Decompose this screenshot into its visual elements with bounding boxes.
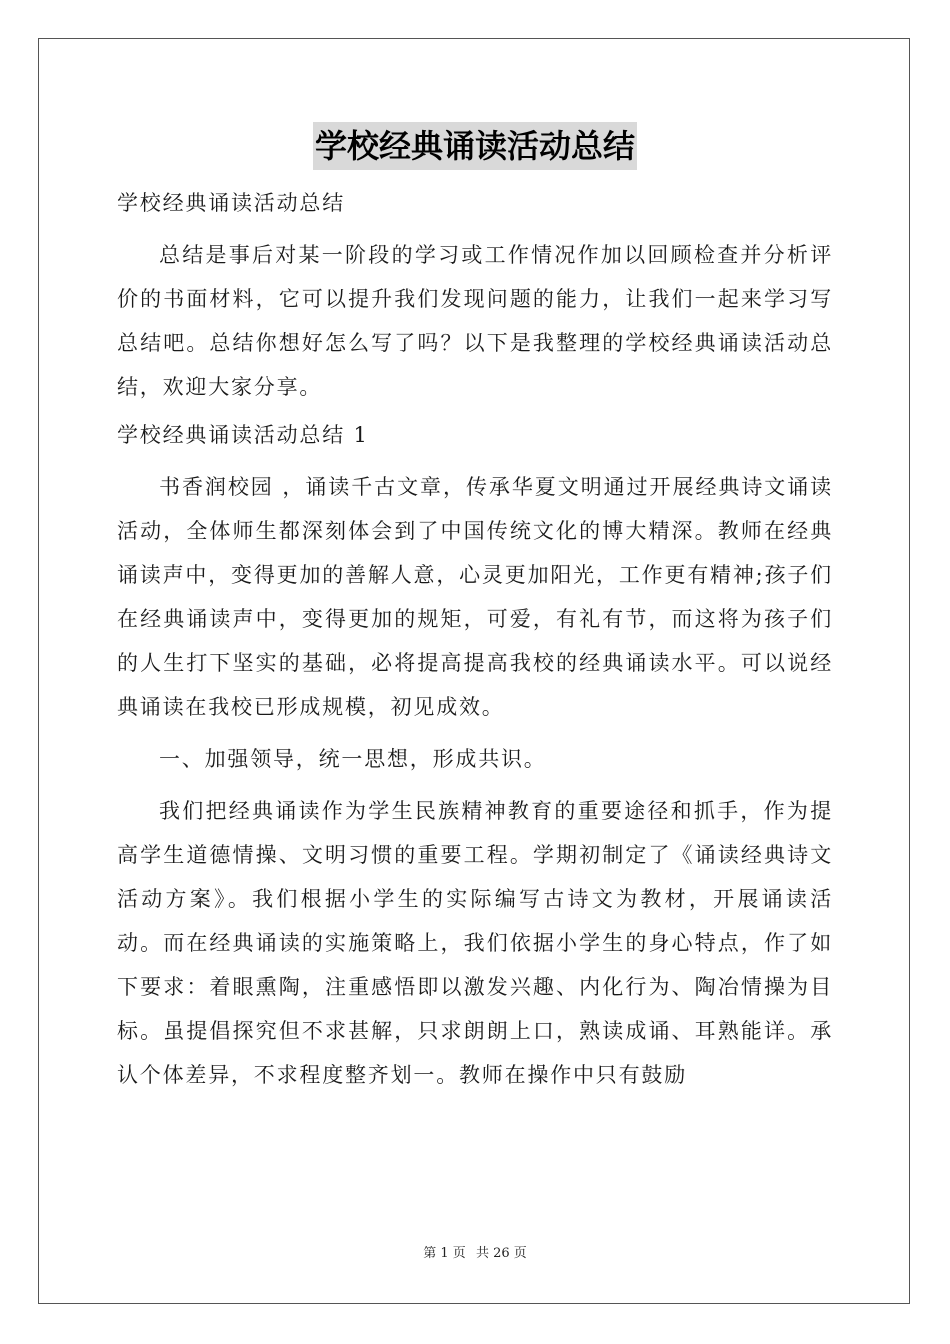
body-paragraph: 我们把经典诵读作为学生民族精神教育的重要途径和抓手，作为提高学生道德情操、文明习惯的重要工程。学期初制定了《诵读经典诗文活动方案》。我们根据小学生的实际编写古诗文为教材，开展诵读活动。而在经典诵读的实施策略上，我们依据小学生的身心特点，作了如下要求：着眼熏陶，注重感悟即以激发兴趣、内化行为、陶冶情操为目标。虽提倡探究但不求甚解，只求朗朗上口，熟读成诵、耳熟能详。承认个体差异，不求程度整齐划一。教师在操作中只有鼓励 (117, 799, 833, 1087)
document-title: 学校经典诵读活动总结 (313, 122, 637, 170)
body-paragraph: 书香润校园 ，诵读千古文章，传承华夏文明通过开展经典诗文诵读活动，全体师生都深刻体会到了中国传统文化的博大精深。教师在经典诵读声中，变得更加的善解人意，心灵更加阳光，工作更有精神;孩子们在经典诵读声中，变得更加的规矩，可爱，有礼有节，而这将为孩子们的人生打下坚实的基础，必将提高提高我校的经典诵读水平。可以说经典诵读在我校已形成规模，初见成效。 (117, 475, 833, 719)
total-pages: 共 26 页 (475, 1246, 527, 1261)
page-footer (0, 1242, 950, 1261)
subtitle-paragraph: 学校经典诵读活动总结 (117, 191, 345, 215)
document-body (117, 177, 833, 1097)
intro-paragraph: 总结是事后对某一阶段的学习或工作情况作加以回顾检查并分析评价的书面材料，它可以提升我们发现问题的能力，让我们一起来学习写总结吧。总结你想好怎么写了吗？以下是我整理的学校经典诵读活动总结，欢迎大家分享。 (117, 243, 833, 399)
page-number: 第 1 页 (423, 1246, 466, 1261)
title-container (0, 122, 950, 170)
point-heading-1: 一、加强领导，统一思想，形成共识。 (159, 747, 547, 771)
section-heading-1: 学校经典诵读活动总结 1 (117, 423, 369, 447)
